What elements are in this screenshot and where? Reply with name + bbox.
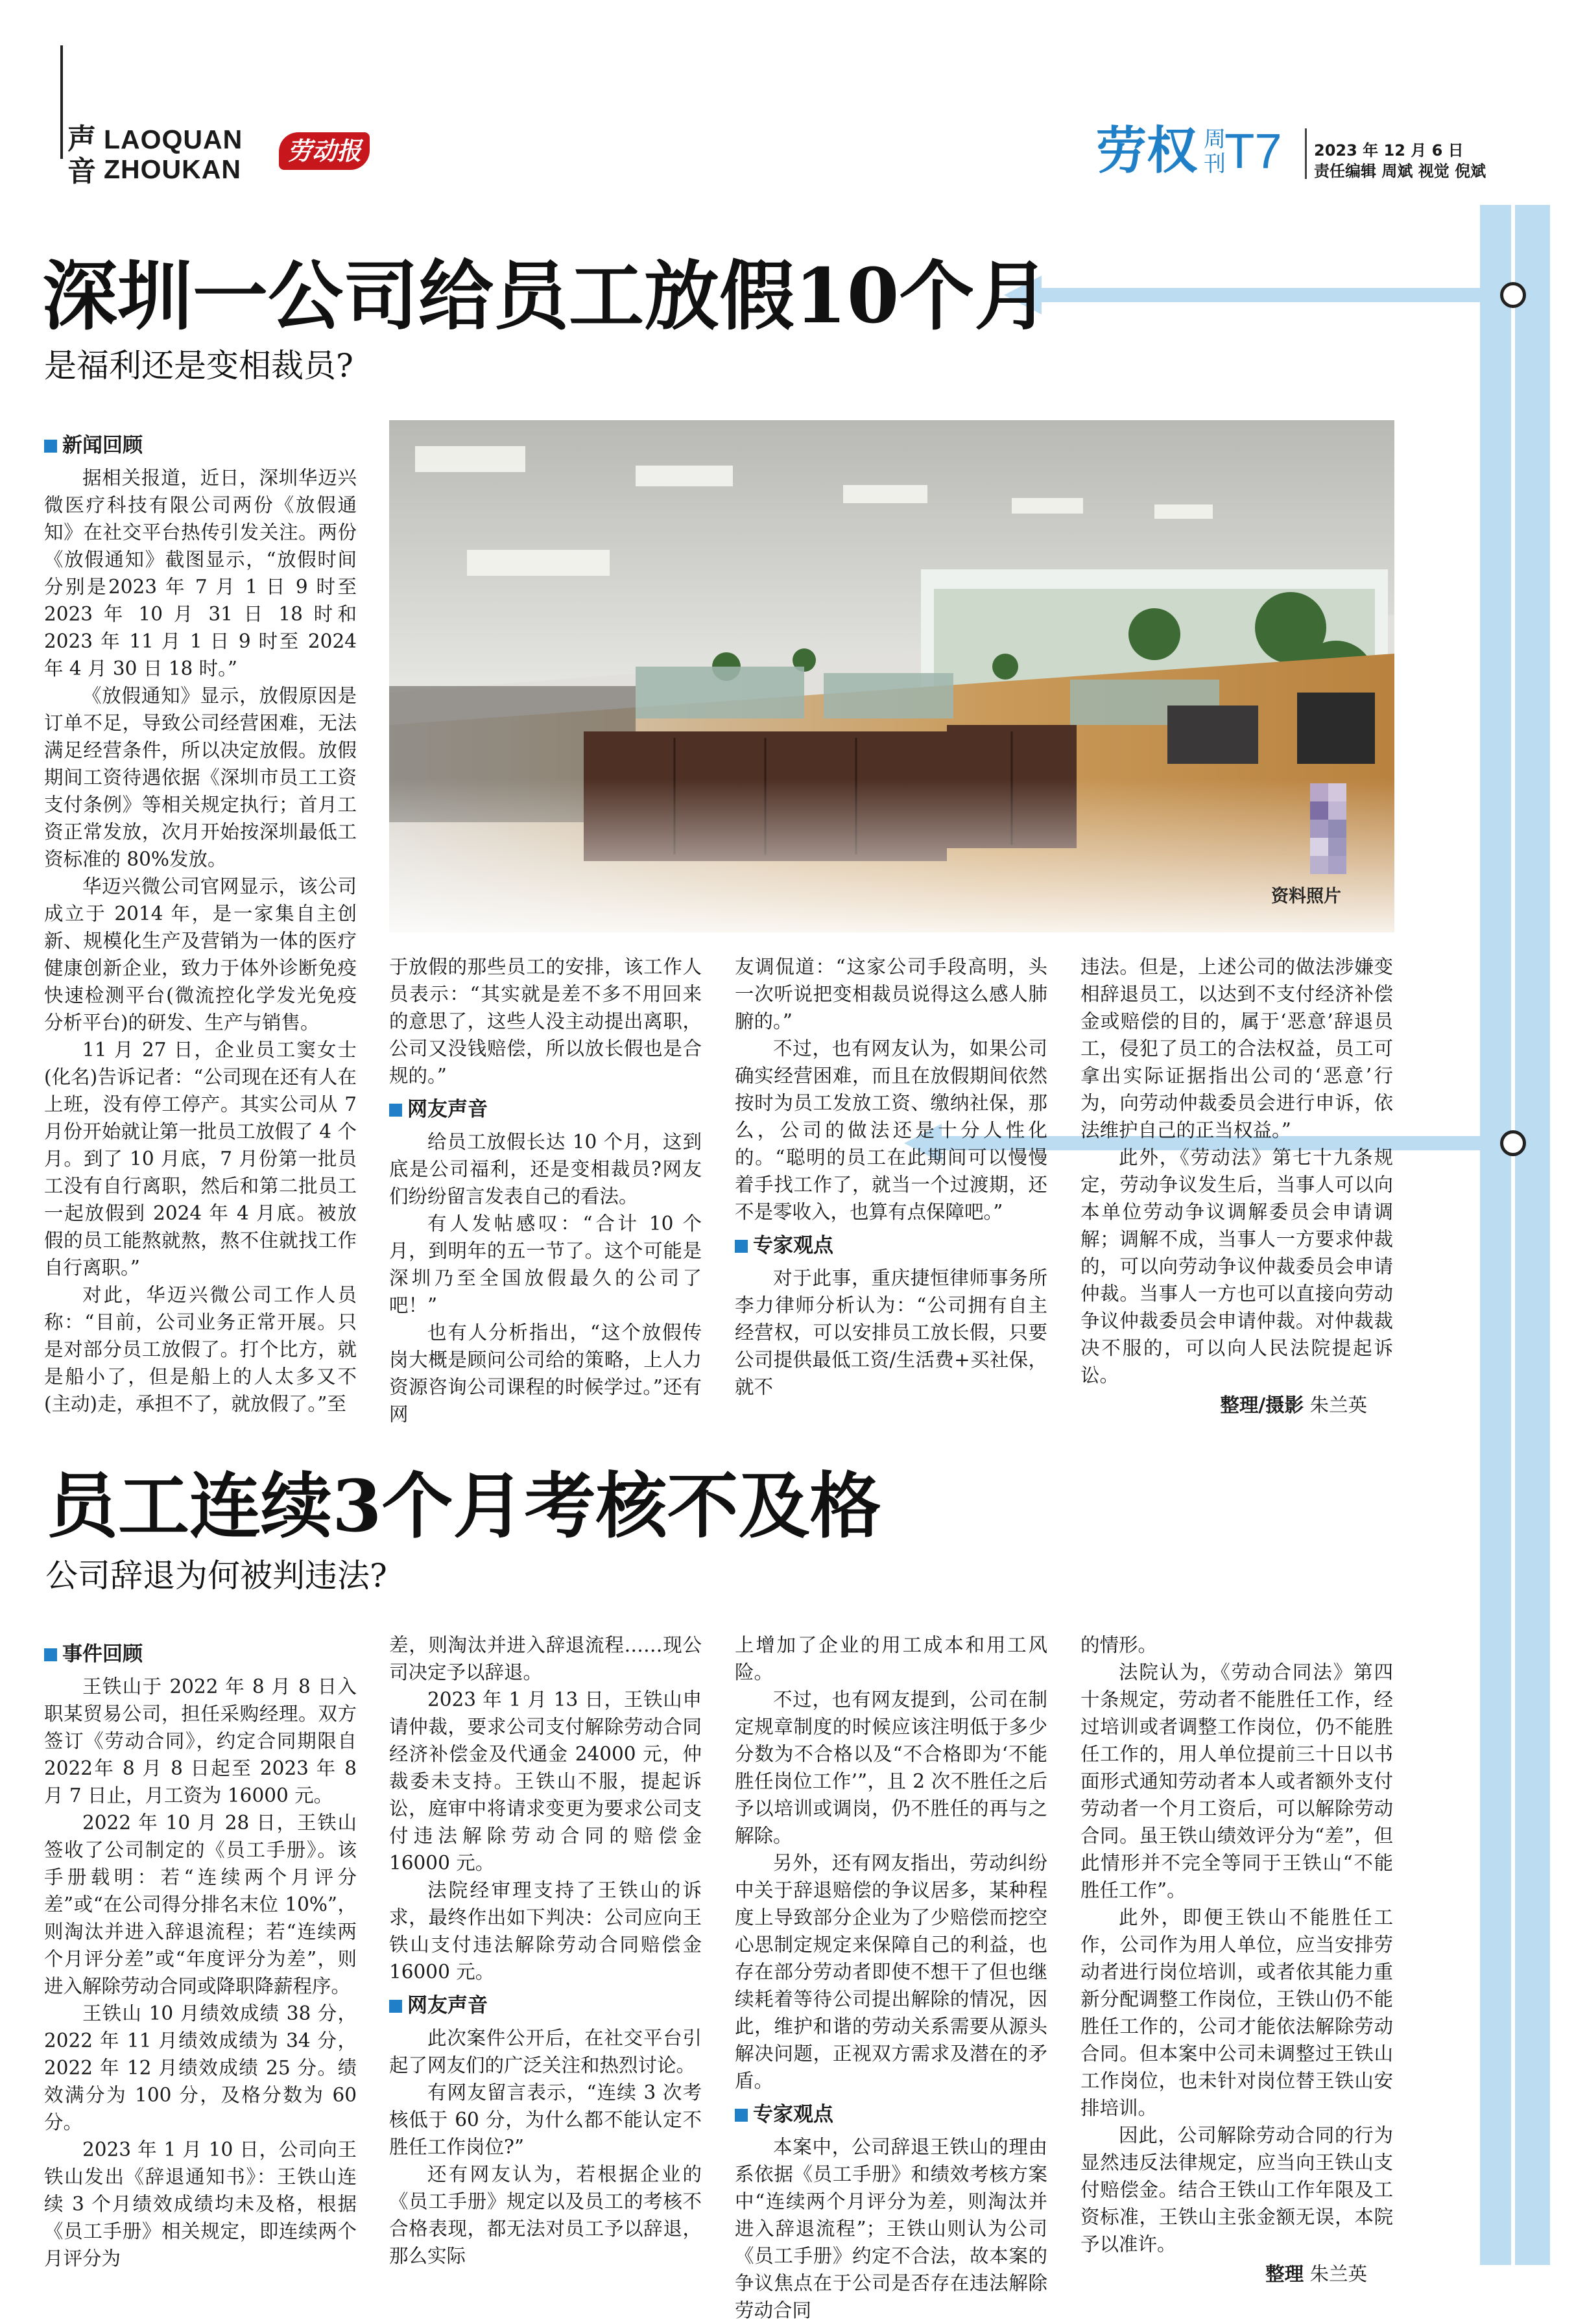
brand-cn: 声 音: [67, 123, 96, 188]
body-paragraph: 因此，公司解除劳动合同的行为显然违反法律规定，应当向王铁山支付赔偿金。结合王铁山工作年限及工资标准，王铁山主张金额无误，本院予以准许。: [1080, 2124, 1393, 2255]
body-paragraph: 有网友留言表示，“连续 3 次考核低于 60 分，为什么都不能认定不胜任工作岗位?”: [389, 2081, 702, 2158]
section-name: 劳权: [1096, 122, 1198, 180]
body-paragraph: 于放假的那些员工的安排，该工作人员表示：“其实就是差不多不用回来的意思了，这些人没主动提出离职，公司又没钱赔偿，所以放长假也是合规的。”: [389, 956, 702, 1087]
subhead-text: 专家观点: [753, 1234, 833, 1257]
article1-subtitle: 是福利还是变相裁员?: [44, 347, 353, 385]
body-paragraph: 2022 年 10 月 28 日，王铁山签收了公司制定的《员工手册》。该手册载明：若“连续两个月评分差”或“在公司得分排名末位 10%”，则淘汰并进入辞退流程；若“连续两个月评分差”或“年度评分为差”，则进入解除劳动合同或降职降薪程序。: [44, 1812, 357, 1997]
subhead-text: 事件回顾: [62, 1642, 143, 1666]
body-paragraph: 也有人分析指出，“这个放假传岗大概是顾问公司给的策略，上人力资源咨询公司课程的时候学过。”还有网: [389, 1322, 702, 1425]
subhead-text: 网友声音: [407, 1098, 488, 1121]
body-paragraph: 给员工放假长达 10 个月，这到底是公司福利，还是变相裁员?网友们纷纷留言发表自己的看法。: [389, 1131, 702, 1207]
byline-name: 朱兰英: [1304, 2263, 1367, 2285]
subhead-square-icon: [735, 2109, 748, 2122]
mosaic-blur: [1310, 783, 1346, 874]
article2-column-1: [44, 1634, 357, 2272]
subhead-square-icon: [389, 1104, 402, 1117]
byline-role: 整理/摄影: [1220, 1394, 1304, 1416]
body-paragraph: 法院经审理支持了王铁山的诉求，最终作出如下判决：公司应向王铁山支付违法解除劳动合同赔偿金16000 元。: [389, 1879, 702, 1983]
subhead-square-icon: [44, 1648, 57, 1661]
section-week: 周刊: [1204, 126, 1226, 177]
body-paragraph: 不过，也有网友提到，公司在制定规章制度的时候应该注明低于多少分数为不合格以及“不合格即为‘不能胜任岗位工作’”，且 2 次不胜任之后予以培训或调岗，仍不胜任的再与之解除。: [735, 1689, 1047, 1847]
article1-column-3: [735, 953, 1047, 1401]
body-paragraph: 王铁山 10 月绩效成绩 38 分，2022 年 11 月绩效成绩为 34 分，2022 年 12 月绩效成绩 25 分。绩效满分为 100 分，及格分数为 60 分。: [44, 2002, 357, 2133]
office-photo: [389, 420, 1394, 932]
right-rail: [1480, 205, 1550, 2265]
subhead-square-icon: [735, 1240, 748, 1253]
editor-credits: 责任编辑 周斌 视觉 倪斌: [1314, 162, 1486, 180]
body-paragraph: 此外，《劳动法》第七十九条规定，劳动争议发生后，当事人可以向本单位劳动争议调解委员会申请调解；调解不成，当事人一方要求仲裁的，可以向劳动争议仲裁委员会申请仲裁。当事人一方也可以直接向劳动争议仲裁委员会申请仲裁。对仲裁裁决不服的，可以向人民法院提起诉讼。: [1080, 1146, 1393, 1386]
body-paragraph: 不过，也有网友认为，如果公司确实经营困难，而且在放假期间依然按时为员工发放工资、缴纳社保，那么，公司的做法还是十分人性化的。“聪明的员工在此期间可以慢慢着手找工作了，就当一个过渡期，还不是零收入，也算有点保障吧。”: [735, 1038, 1047, 1223]
arrow-bar-1: [1038, 288, 1511, 302]
body-paragraph: 对于此事，重庆捷恒律师事务所李力律师分析认为：“公司拥有自主经营权，可以安排员工放长假，只要公司提供最低工资/生活费+买社保，就不: [735, 1267, 1047, 1398]
body-paragraph: 还有网友认为，若根据企业的《员工手册》规定以及员工的考核不合格表现，都无法对员工予以辞退，那么实际: [389, 2163, 702, 2267]
body-paragraph: 有人发帖感叹：“合计 10 个月，到明年的五一节了。这个可能是深圳乃至全国放假最久的公司了吧！”: [389, 1213, 702, 1316]
article1-column-4: [1080, 953, 1393, 1419]
body-paragraph: 的情形。: [1080, 1634, 1158, 1656]
body-paragraph: 本案中，公司辞退王铁山的理由系依据《员工手册》和绩效考核方案中“连续两个月评分为差，则淘汰并进入辞退流程”；王铁山则认为公司《员工手册》约定不合法，故本案的争议焦点在于公司是否存在违法解除劳动合同: [735, 2136, 1047, 2321]
body-paragraph: 上增加了企业的用工成本和用工风险。: [735, 1634, 1047, 1683]
rail-dot-2: [1500, 1130, 1526, 1156]
byline: [1080, 1392, 1393, 1419]
subhead-square-icon: [389, 2000, 402, 2013]
body-paragraph: 此次案件公开后，在社交平台引起了网友们的广泛关注和热烈讨论。: [389, 2027, 702, 2076]
body-paragraph: 法院认为，《劳动合同法》第四十条规定，劳动者不能胜任工作，经过培训或者调整工作岗位，仍不能胜任工作的，用人单位提前三十日以书面形式通知劳动者本人或者额外支付劳动者一个月工资后，可以解除劳动合同。虽王铁山绩效评分为“差”，但此情形并不完全等同于王铁山“不能胜任工作”。: [1080, 1661, 1393, 1901]
body-paragraph: 2023 年 1 月 10 日，公司向王铁山发出《辞退通知书》：王铁山连续 3 个月绩效成绩均未及格，根据《员工手册》相关规定，即连续两个月评分为: [44, 2139, 357, 2270]
subhead-text: 网友声音: [407, 1994, 488, 2017]
body-paragraph: 《放假通知》显示，放假原因是订单不足，导致公司经营困难，无法满足经营条件，所以决定放假。放假期间工资待遇依据《深圳市员工工资支付条例》等相关规定执行；首月工资正常发放，次月开始按深圳最低工资标准的 80%发放。: [44, 685, 357, 870]
section-subhead: [735, 1232, 1047, 1259]
body-paragraph: 2023 年 1 月 13 日，王铁山申请仲裁，要求公司支付解除劳动合同经济补偿金及代通金 24000 元，仲裁委未支持。王铁山不服，提起诉讼，庭审中将请求变更为要求公司支付违法解除劳动合同的赔偿金 16000 元。: [389, 1689, 702, 1874]
body-paragraph: 违法。但是，上述公司的做法涉嫌变相辞退员工，以达到不支付经济补偿金或赔偿的目的，属于‘恶意’辞退员工，侵犯了员工的合法权益，员工可拿出实际证据指出公司的‘恶意’行为，向劳动仲裁委员会进行申诉，依法维护自己的正当权益。”: [1080, 956, 1393, 1141]
section-subhead: [44, 1641, 357, 1668]
body-paragraph: 此外，即便王铁山不能胜任工作，公司作为用人单位，应当安排劳动者进行岗位培训，或者依其能力重新分配调整工作岗位，王铁山仍不能胜任工作的，公司才能依法解除劳动合同。但本案中公司未调整过王铁山工作岗位，也未针对岗位替王铁山安排培训。: [1080, 1906, 1393, 2119]
article2-title: 员工连续3个月考核不及格: [47, 1464, 881, 1548]
article2-column-3: [735, 1631, 1047, 2324]
body-paragraph: 华迈兴微公司官网显示，该公司成立于 2014 年，是一家集自主创新、规模化生产及营销为一体的医疗健康创新企业，致力于体外诊断免疫快速检测平台(微流控化学发光免疫分析平台)的研发、生产与销售。: [44, 875, 357, 1034]
article2-subtitle: 公司辞退为何被判违法?: [45, 1557, 387, 1595]
header-separator: [1305, 128, 1307, 179]
header-rule: [60, 45, 63, 159]
issue-date: 2023 年 12 月 6 日: [1314, 141, 1464, 160]
subhead-square-icon: [44, 440, 57, 453]
article2-column-2: [389, 1631, 702, 2270]
page-number: T7: [1224, 124, 1282, 179]
office-photo-illustration: [389, 420, 1394, 932]
article1-column-2: [389, 953, 702, 1428]
byline-role: 整理: [1265, 2263, 1304, 2285]
subhead-text: 新闻回顾: [62, 434, 143, 457]
body-paragraph: 差，则淘汰并进入辞退流程……现公司决定予以辞退。: [389, 1634, 702, 1683]
newspaper-logo: 劳动报: [279, 132, 370, 170]
article1-column-1: [44, 425, 357, 1417]
body-paragraph: 另外，还有网友指出，劳动纠纷中关于辞退赔偿的争议居多，某种程度上导致部分企业为了少赔偿而挖空心思制定规定来保障自己的利益，也存在部分劳动者即使不想干了但也继续耗着等待公司提出解除的情况，因此，维护和谐的劳动关系需要从源头解决问题，正视双方需求及潜在的矛盾。: [735, 1852, 1047, 2092]
body-paragraph: 据相关报道，近日，深圳华迈兴微医疗科技有限公司两份《放假通知》在社交平台热传引发关注。两份《放假通知》截图显示，“放假时间分别是2023 年 7 月 1 日 9 时至 2023 年 10 月 31 日 18 时和 2023 年 11 月 1 日 9 时至 2024 年 4 月 30 日 18 时。”: [44, 467, 357, 680]
body-paragraph: 王铁山于 2022 年 8 月 8 日入职某贸易公司，担任采购经理。双方签订《劳动合同》，约定合同期限自 2022年 8 月 8 日起至 2023 年 8 月 7 日止，月工资为 16000 元。: [44, 1676, 357, 1807]
body-paragraph: 11 月 27 日，企业员工窦女士(化名)告诉记者：“公司现在还有人在上班，没有停工停产。其实公司从 7 月份开始就让第一批员工放假了 4 个月。到了 10 月底，7 月份第一批员工没有自行离职，然后和第二批员工一起放假到 2024 年 4 月底。被放假的员工能熬就熬，熬不住就找工作自行离职。”: [44, 1039, 357, 1279]
article2-column-4: [1080, 1631, 1393, 2288]
byline: [1080, 2260, 1393, 2288]
rail-center-line: [1511, 205, 1515, 2265]
rail-dot-1: [1500, 282, 1526, 308]
section-subhead: [389, 1992, 702, 2019]
body-paragraph: 友调侃道：“这家公司手段高明，头一次听说把变相裁员说得这么感人肺腑的。”: [735, 956, 1047, 1032]
photo-caption: 资料照片: [1271, 886, 1341, 907]
body-paragraph: 对此，华迈兴微公司工作人员称：“目前，公司业务正常开展。只是对部分员工放假了。打个比方，就是船小了，但是船上的人太多又不(主动)走，承担不了，就放假了。”至: [44, 1284, 357, 1415]
article1-title: 深圳一公司给员工放假10个月: [42, 252, 1050, 340]
section-subhead: [735, 2101, 1047, 2128]
section-subhead: [389, 1096, 702, 1123]
subhead-text: 专家观点: [753, 2103, 833, 2126]
section-subhead: [44, 432, 357, 459]
brand-en: LAOQUAN ZHOUKAN: [104, 124, 243, 184]
byline-name: 朱兰英: [1304, 1394, 1367, 1416]
